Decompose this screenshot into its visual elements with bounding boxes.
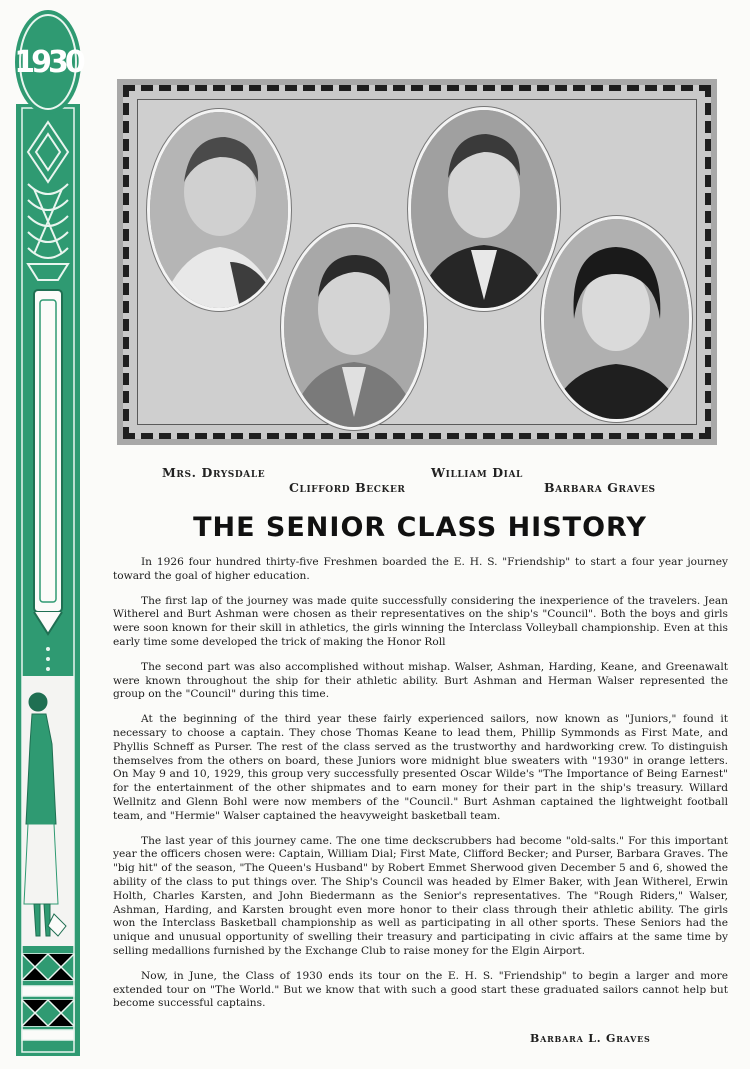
paragraph-3: The second part was also accomplished without mishap. Walser, Ashman, Harding, Keane, and Greenawalt were known throughout the ship for their athletic ability. Burt Ashman and Herman Walser represented the group on the "Council" during this time. xyxy=(113,660,728,701)
author-signature: Barbara L. Graves xyxy=(530,1032,651,1045)
portrait-drysdale xyxy=(147,109,291,311)
portrait-dial xyxy=(408,107,560,311)
art-deco-border-icon xyxy=(14,104,82,1056)
paragraph-4: At the beginning of the third year these fairly experienced sailors, now known as "Juniors," found it necessary to choose a captain. They chose Thomas Keane to lead them, Phillip Symmonds as First Mate, and Phyllis Schneff as Purser. The rest of the class served as the trustworthy and hardworking crew. To distinguish themselves from the others on board, these Juniors wore midnight blue sweaters with "1930" in orange letters. On May 9 and 10, 1929, this group very successfully presented Oscar Wilde's "The Importance of Being Earnest" for the entertainment of the other shipmates and to earn money for their part in the ship's treasury. Willard Wellnitz and Glenn Bohl were now members of the "Council." Burt Ashman captained the lightweight football team, and "Hermie" Walser captained the heavyweight basketball team. xyxy=(113,713,728,822)
portrait-becker xyxy=(281,224,427,430)
page-title: THE SENIOR CLASS HISTORY xyxy=(193,512,647,543)
portrait-graves xyxy=(541,216,692,422)
history-text xyxy=(113,556,728,1022)
caption-dial: William Dial xyxy=(431,465,523,480)
paragraph-6: Now, in June, the Class of 1930 ends its tour on the E. H. S. "Friendship" to begin a larger and more extended tour on "The World." But we know that with such a good start these graduated sailors cannot help but become successful captains. xyxy=(113,969,728,1010)
portrait-panel xyxy=(117,79,717,445)
paragraph-1: In 1926 four hundred thirty-five Freshmen boarded the E. H. S. "Friendship" to start a four year journey toward the goal of higher education. xyxy=(113,556,728,582)
caption-drysdale: Mrs. Drysdale xyxy=(162,465,266,480)
caption-graves: Barbara Graves xyxy=(544,480,656,495)
decorative-side-border xyxy=(14,8,82,1056)
caption-becker: Clifford Becker xyxy=(289,480,406,495)
paragraph-2: The first lap of the journey was made quite successfully considering the inexperience of the travelers. Jean Witherel and Burt Ashman were chosen as their representatives on the ship's "Council". Both the boys and girls were soon known for their skill in athletics, the girls winning the Interclass Volleyball championship. Even at this early time some developed the trick of making the Honor Roll xyxy=(113,594,728,648)
paragraph-5: The last year of this journey came. The one time deckscrubbers had become "old-salts." For this important year the officers chosen were: Captain, William Dial; First Mate, Clifford Becker; and Purser, Barbara Graves. The "big hit" of the season, "The Queen's Husband" by Robert Emmet Sherwood given December 5 and 6, showed the ability of the class to put things over. The Ship's Council was headed by Elmer Baker, with Jean Witherel, Erwin Holth, Charles Karsten, and John Biedermann as the Senior's representatives. The "Rough Riders," Walser, Ashman, Harding, and Karsten brought even more honor to their class through their athletic ability. The girls won the Interclass Basketball championship as well as participating in all other sports. These Seniors had the unique and unusual opportunity of swelling their treasury and participating in civic affairs at the same time by selling medallions furnished by the Exchange Club to raise money for the Elgin Airport. xyxy=(113,834,728,957)
border-year: 1930 xyxy=(14,44,82,80)
